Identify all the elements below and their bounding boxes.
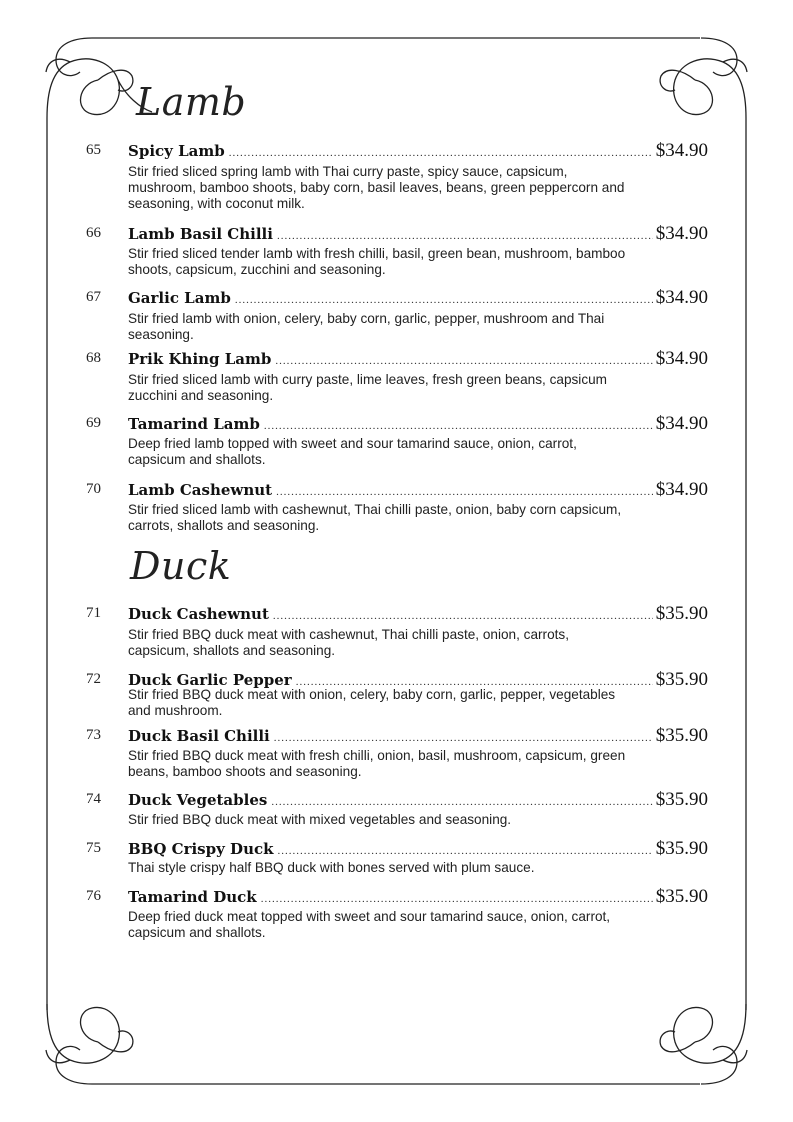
item-number: 69 (86, 415, 101, 431)
item-description: Stir fried sliced lamb with curry paste, lime leaves, fresh green beans, capsicum zucchini and seasoning. (128, 372, 608, 403)
dot-leader (274, 732, 653, 744)
item-description: Stir fried lamb with onion, celery, baby corn, garlic, pepper, mushroom and Thai seasoning. (128, 311, 605, 342)
item-price: $35.90 (655, 725, 708, 746)
item-price: $35.90 (655, 886, 708, 907)
item-number: 71 (86, 605, 101, 621)
item-number: 73 (86, 727, 101, 743)
item-price: $34.90 (655, 287, 708, 308)
item-number: 68 (86, 350, 101, 366)
item-number: 65 (86, 142, 101, 158)
item-description: Thai style crispy half BBQ duck with bones served with plum sauce. (128, 860, 535, 875)
dot-leader (273, 610, 653, 622)
item-price: $35.90 (655, 838, 708, 859)
item-price: $34.90 (655, 479, 708, 500)
dot-leader (229, 147, 653, 159)
item-number: 70 (86, 481, 101, 497)
item-header (128, 223, 708, 245)
item-header (128, 838, 708, 860)
item-name: Tamarind Lamb (128, 415, 260, 433)
item-name: Spicy Lamb (128, 142, 225, 160)
corner-ornament-bottom-right (660, 1004, 747, 1084)
item-price: $34.90 (655, 413, 708, 434)
item-description: Stir fried sliced spring lamb with Thai curry paste, spicy sauce, capsicum, mushroom, bamboo shoots, baby corn, basil leaves, beans, green peppercorn and seasoning, with coconut milk. (128, 164, 625, 211)
dot-leader (261, 893, 653, 905)
item-description: Stir fried sliced lamb with cashewnut, Thai chilli paste, onion, baby corn capsicum, carrots, shallots and seasoning. (128, 502, 622, 533)
item-number: 67 (86, 289, 101, 305)
item-header (128, 348, 708, 370)
dot-leader (277, 230, 653, 242)
item-description: Stir fried BBQ duck meat with fresh chilli, onion, basil, mushroom, capsicum, green beans, bamboo shoots and seasoning. (128, 748, 626, 779)
item-header (128, 287, 708, 309)
item-header (128, 413, 708, 435)
item-header (128, 479, 708, 501)
item-number: 74 (86, 791, 101, 807)
item-header (128, 725, 708, 747)
item-description: Stir fried BBQ duck meat with mixed vegetables and seasoning. (128, 812, 512, 827)
item-name: Duck Cashewnut (128, 605, 269, 623)
item-name: Duck Basil Chilli (128, 727, 270, 745)
item-price: $34.90 (655, 348, 708, 369)
item-description: Deep fried duck meat topped with sweet and sour tamarind sauce, onion, carrot, capsicum and shallots. (128, 909, 611, 940)
item-header (128, 789, 708, 811)
section-title-duck: Duck (130, 544, 232, 588)
item-name: Duck Garlic Pepper (128, 671, 292, 689)
item-header (128, 140, 708, 162)
item-description: Stir fried BBQ duck meat with onion, celery, baby corn, garlic, pepper, vegetables and mushroom. (128, 687, 616, 718)
item-number: 75 (86, 840, 101, 856)
item-number: 66 (86, 225, 101, 241)
dot-leader (276, 486, 653, 498)
corner-ornament-bottom-left (46, 1004, 133, 1084)
item-name: Prik Khing Lamb (128, 350, 272, 368)
dot-leader (264, 420, 653, 432)
item-name: BBQ Crispy Duck (128, 840, 274, 858)
item-header (128, 886, 708, 908)
dot-leader (271, 796, 652, 808)
item-number: 76 (86, 888, 101, 904)
item-price: $34.90 (655, 223, 708, 244)
item-name: Lamb Cashewnut (128, 481, 273, 499)
section-title-lamb: Lamb (136, 80, 247, 124)
item-description: Stir fried BBQ duck meat with cashewnut, Thai chilli paste, onion, carrots, capsicum, shallots and seasoning. (128, 627, 569, 658)
item-header (128, 603, 708, 625)
dot-leader (235, 294, 653, 306)
item-price: $35.90 (655, 603, 708, 624)
dot-leader (275, 355, 652, 367)
item-price: $34.90 (655, 140, 708, 161)
item-name: Duck Vegetables (128, 791, 268, 809)
corner-ornament-top-right (660, 38, 747, 118)
item-price: $35.90 (655, 789, 708, 810)
item-name: Garlic Lamb (128, 289, 231, 307)
item-description: Stir fried sliced tender lamb with fresh chilli, basil, green bean, mushroom, bamboo shoots, capsicum, zucchini and seasoning. (128, 246, 626, 277)
item-price: $35.90 (655, 669, 708, 690)
item-name: Lamb Basil Chilli (128, 225, 273, 243)
item-name: Tamarind Duck (128, 888, 257, 906)
item-description: Deep fried lamb topped with sweet and sour tamarind sauce, onion, carrot, capsicum and shallots. (128, 436, 577, 467)
item-number: 72 (86, 671, 101, 687)
dot-leader (278, 845, 653, 857)
